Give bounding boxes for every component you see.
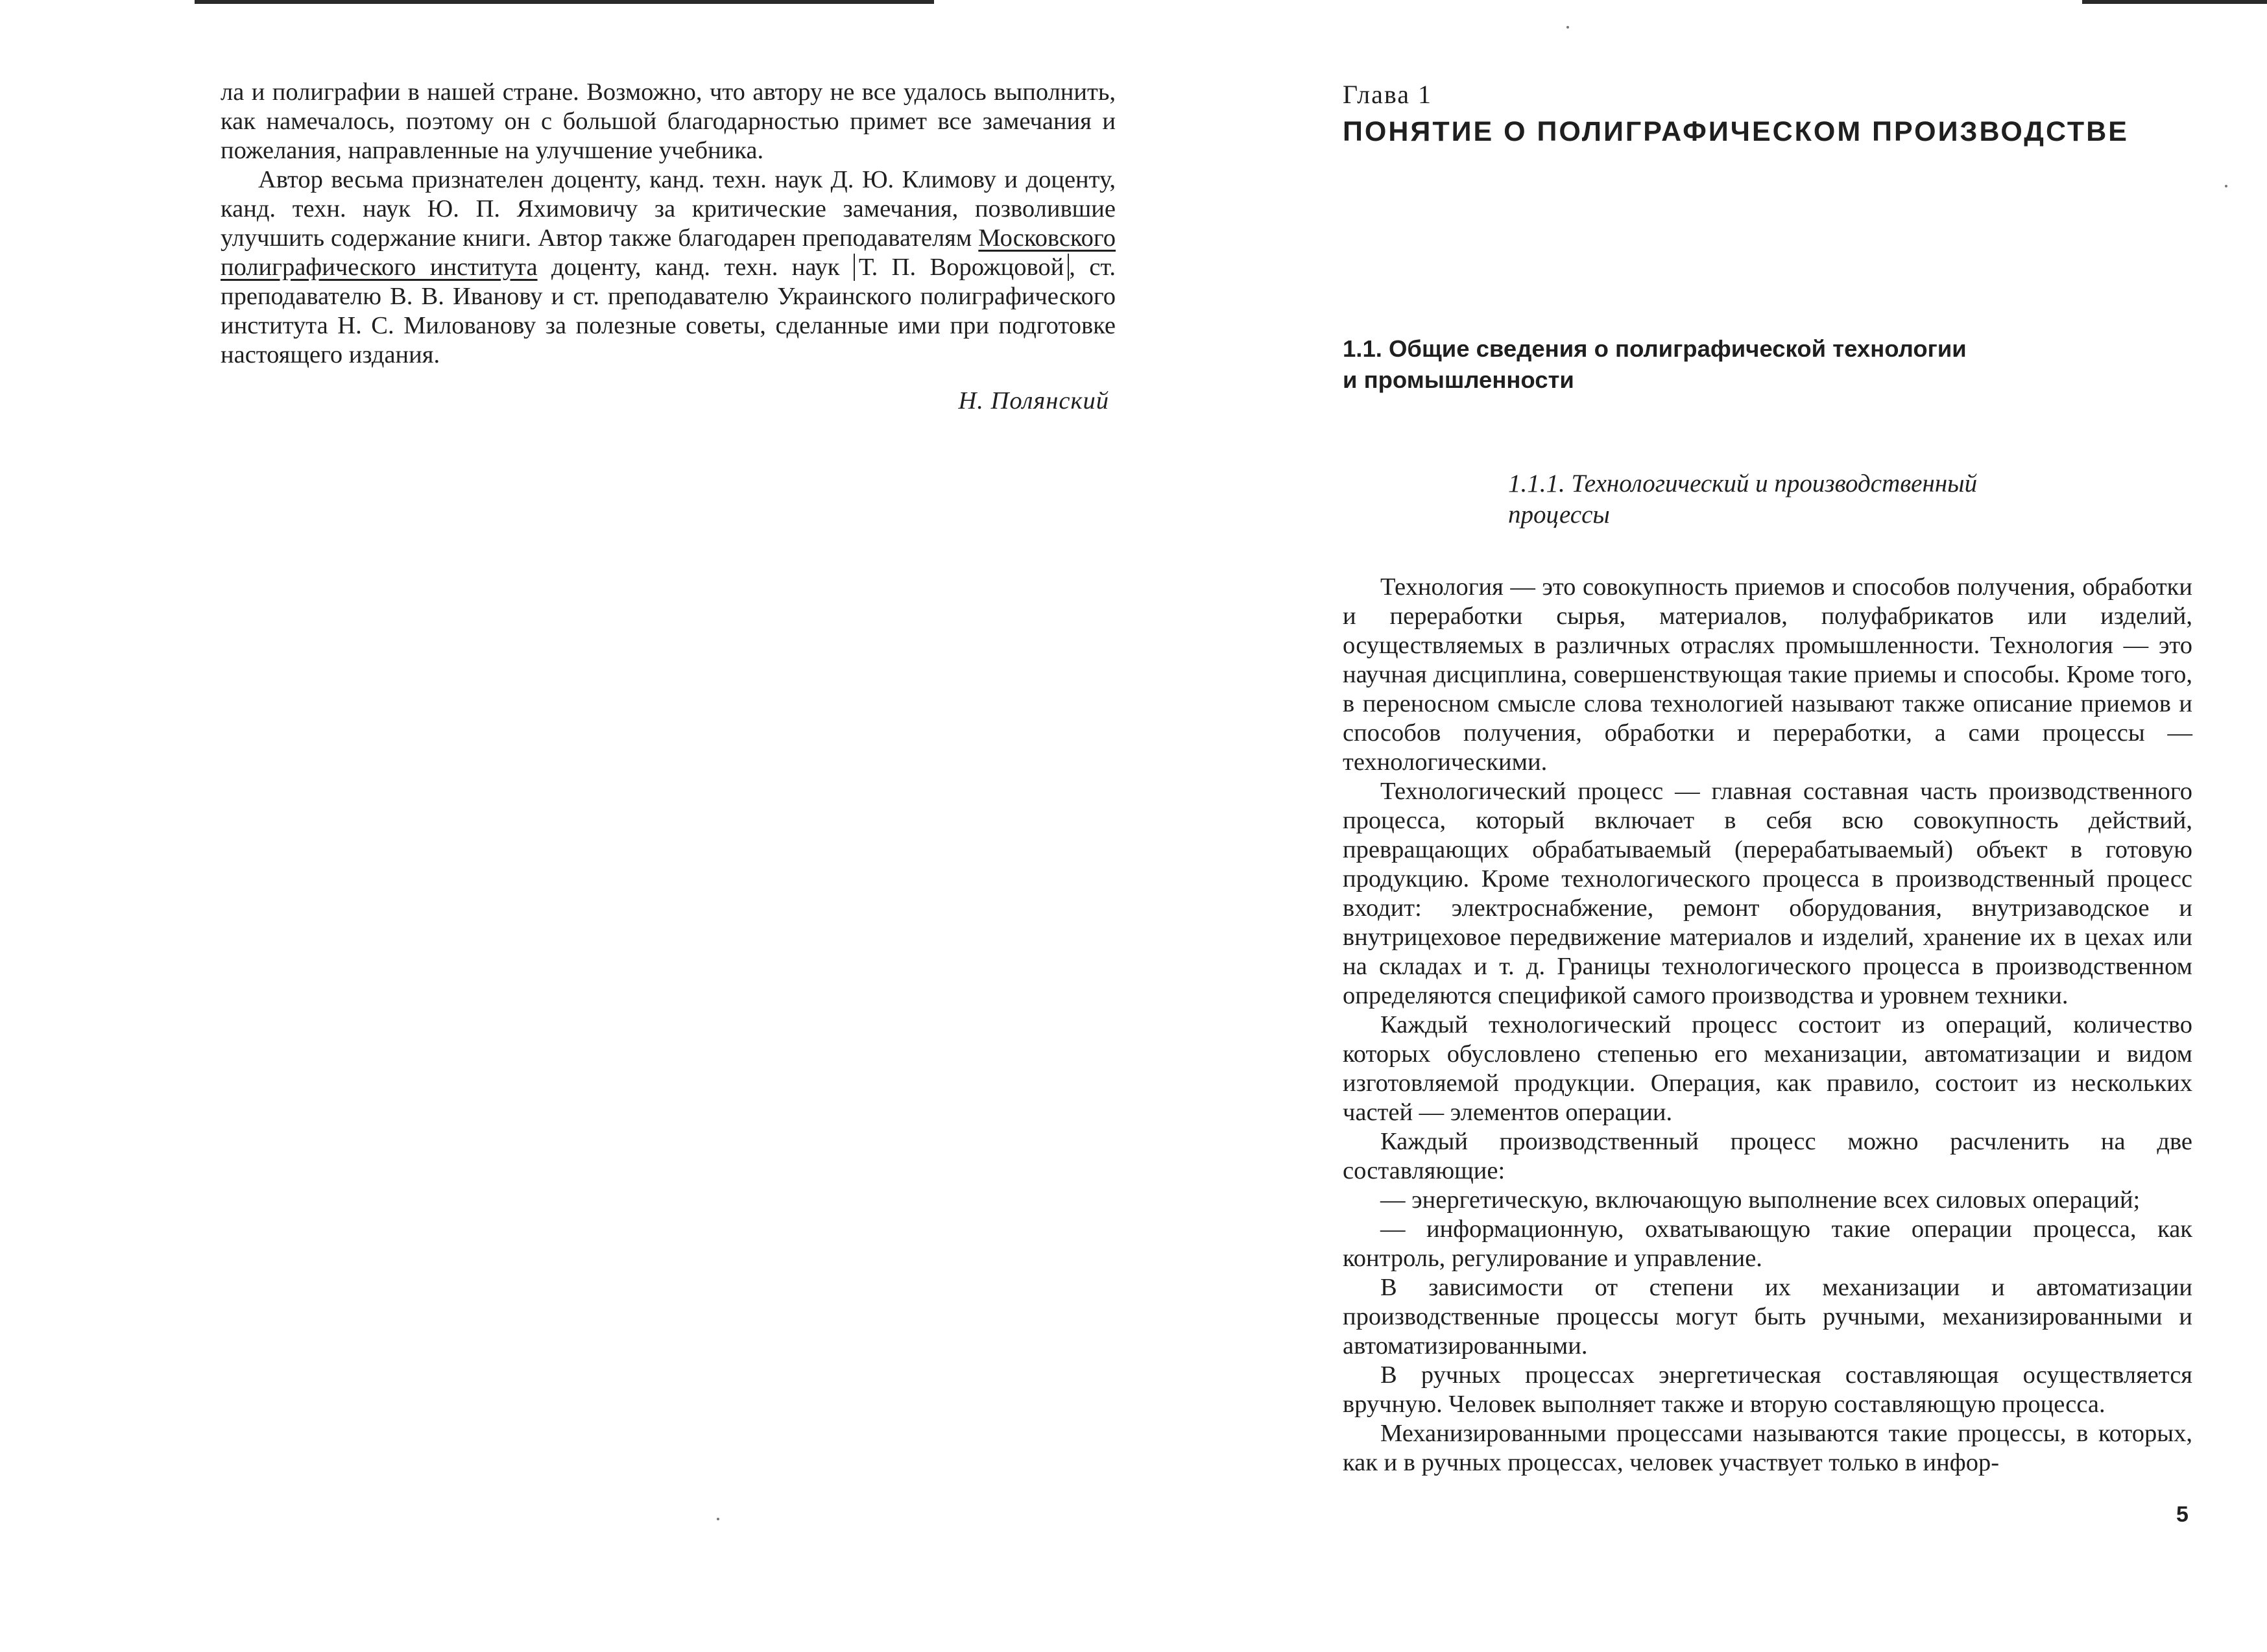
ack-text: Автор весьма признателен доценту, канд. техн. наук Д. Ю. Климову и доценту, канд. техн. наук Ю. П. Яхимовичу за критические замечания, позволившие улучшить содержание книги. Автор также благодарен преподавателям [221,166,1116,252]
body-paragraph: — информационную, охватывающую такие операции процесса, как контроль, регулирование и управление. [1343,1215,2192,1272]
body-paragraph: — энергетическую, включающую выполнение всех силовых операций; [1380,1186,2141,1214]
body-paragraph: В зависимости от степени их механизации и автоматизации производственные процессы могут быть ручными, механизированными и автоматизированными. [1343,1274,2192,1359]
ack-text: , ст. преподавателю В. В. Иванову и ст. преподавателю Украинского полиграфического института Н. С. Милованову за полезные советы, сделанные ими при подготовке настоящего издания. [221,254,1116,368]
institute-name: Московского полиграфического института [221,224,1116,281]
subsection-title [1508,468,2192,531]
section-title-line: 1.1. Общие сведения о полиграфической технологии [1343,335,1967,362]
author-signature: Н. Полянский [958,387,1109,414]
continuation-paragraph: ла и полиграфии в нашей стране. Возможно, что автору не все удалось выполнить, как намечалось, поэтому он с большой благодарностью примет все замечания и пожелания, направленные на улучшение учебника. [221,78,1116,164]
top-rule-left [195,0,934,4]
acknowledgement-paragraph [221,165,1116,370]
body-paragraph: Механизированными процессами называются такие процессы, в которых, как и в ручных процессах, человек участвует только в инфор- [1343,1420,2192,1476]
top-rule-right [2082,0,2267,4]
page-number: 5 [2176,1502,2189,1527]
chapter-label: Глава 1 [1343,80,1432,109]
subsection-title-line: процессы [1508,501,1610,529]
scan-speck [717,1518,719,1520]
chapter-title: ПОНЯТИЕ О ПОЛИГРАФИЧЕСКОМ ПРОИЗВОДСТВЕ [1343,116,2129,147]
section-title-line: и промышленности [1343,366,1574,393]
body-text [1343,573,2192,1478]
section-title [1343,333,2192,396]
boxed-name: Т. П. Ворожцовой [854,254,1069,281]
body-paragraph: Технологический процесс — главная составная часть производственного процесса, который включает в себя всю совокупность действий, превращающих обрабатываемый (перерабатываемый) объект в готовую продукцию. Кроме технологического процесса в производственный процесс входит: электроснабжение, ремонт оборудования, внутризаводское и внутрицеховое передвижение материалов и изделий, хранение их в цехах или на складах и т. д. Границы технологического процесса в производственном определяются спецификой самого производства и уровнем техники. [1343,778,2192,1009]
body-paragraph: Каждый производственный процесс можно расчленить на две составляющие: [1343,1128,2192,1184]
body-paragraph: Технология — это совокупность приемов и способов получения, обработки и переработки сырья, материалов, полуфабрикатов или изделий, осуществляемых в различных отраслях промышленности. Технология — это научная дисциплина, совершенствующая такие приемы и способы. Кроме того, в переносном смысле слова технологией называют также описание приемов и способов получения, обработки и переработки, а сами процессы — технологическими. [1343,573,2192,776]
scan-speck [1566,26,1569,29]
body-paragraph: Каждый технологический процесс состоит из операций, количество которых обусловлено степенью его механизации, автоматизации и видом изготовляемой продукции. Операция, как правило, состоит из нескольких частей — элементов операции. [1343,1011,2192,1126]
subsection-title-line: 1.1.1. Технологический и производственный [1508,470,1978,497]
right-page [1343,71,2192,1478]
left-page [221,78,1116,415]
scan-speck [2225,185,2227,187]
ack-text: доценту, канд. техн. наук [537,254,854,281]
body-paragraph: В ручных процессах энергетическая составляющая осуществляется вручную. Человек выполняет также и вторую составляющую процесса. [1343,1361,2192,1418]
